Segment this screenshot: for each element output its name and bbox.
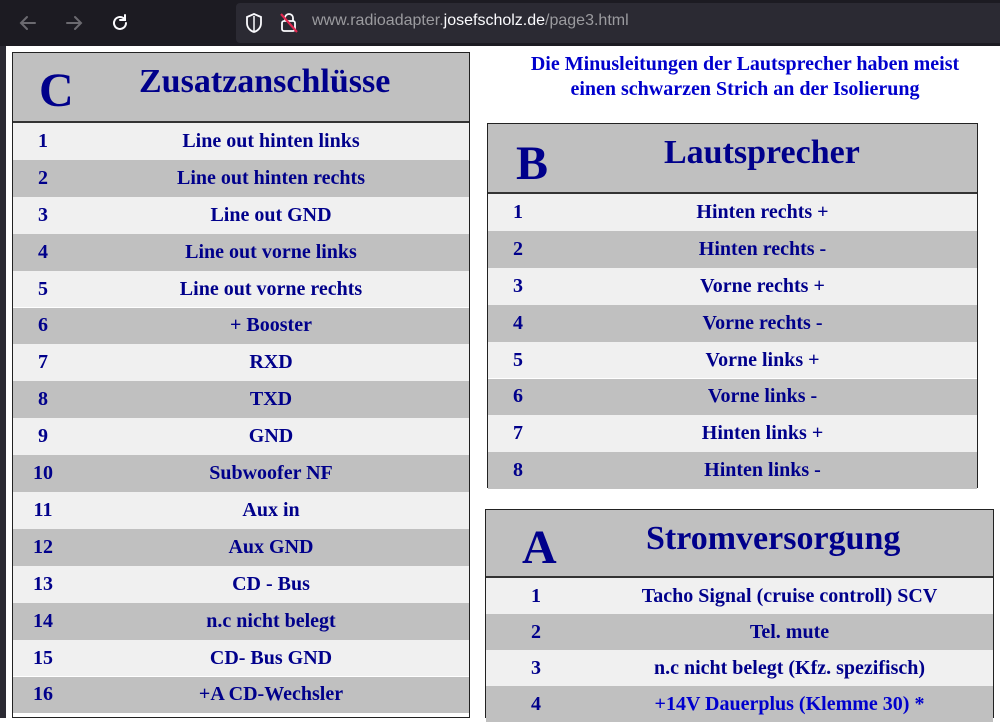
back-button[interactable] — [14, 9, 42, 37]
table-row — [13, 640, 469, 677]
table-row — [13, 529, 469, 566]
table-row — [488, 415, 977, 452]
row-number: 1 — [38, 129, 48, 152]
table-row — [13, 603, 469, 640]
table-row — [13, 418, 469, 455]
row-label: Tel. mute — [749, 620, 830, 643]
table-c-zusatzanschluesse — [12, 52, 470, 718]
row-number: 3 — [513, 274, 523, 297]
row-label: n.c nicht belegt — [206, 609, 336, 632]
row-label: Line out GND — [210, 203, 332, 226]
row-label: RXD — [249, 351, 293, 374]
row-label: +14V Dauerplus (Klemme 30) * — [654, 692, 925, 715]
row-label: Line out vorne rechts — [179, 277, 363, 300]
row-number: 8 — [38, 388, 48, 411]
arrow-left-icon — [18, 13, 38, 33]
table-row — [13, 492, 469, 529]
row-number: 2 — [38, 166, 48, 189]
row-label: Tacho Signal (cruise controll) SCV — [641, 584, 938, 607]
reload-icon — [110, 13, 130, 33]
row-label: Aux GND — [228, 535, 314, 558]
table-a-header — [486, 510, 993, 578]
table-row — [486, 686, 993, 722]
table-row — [488, 305, 977, 342]
url-prefix: www.radioadapter. — [312, 12, 444, 29]
row-label: n.c nicht belegt (Kfz. spezifisch) — [653, 656, 926, 679]
table-row — [488, 342, 977, 379]
table-row — [13, 381, 469, 418]
url-path: /page3.html — [545, 12, 629, 29]
row-label: Hinten links - — [704, 459, 821, 482]
row-number: 6 — [513, 385, 523, 408]
table-row — [486, 614, 993, 650]
row-number: 2 — [531, 620, 541, 643]
row-number: 14 — [33, 609, 53, 632]
table-row — [13, 677, 469, 714]
table-a-stromversorgung — [485, 509, 994, 718]
table-row — [13, 455, 469, 492]
table-row — [488, 231, 977, 268]
table-c-header — [13, 53, 469, 123]
row-label: Hinten links + — [701, 422, 824, 445]
forward-button[interactable] — [60, 9, 88, 37]
row-number: 8 — [513, 459, 523, 482]
row-number: 7 — [513, 422, 523, 445]
row-label: TXD — [249, 388, 293, 411]
note-line-2: einen schwarzen Strich an der Isolierung — [570, 78, 920, 100]
row-number: 13 — [33, 572, 53, 595]
table-row — [488, 268, 977, 305]
row-number: 16 — [33, 683, 53, 706]
table-row — [488, 452, 977, 489]
row-label: Hinten rechts - — [698, 237, 827, 260]
table-b-header — [488, 124, 977, 194]
row-number: 6 — [38, 314, 48, 337]
table-row — [488, 379, 977, 416]
row-number: 10 — [33, 462, 53, 485]
table-row — [13, 123, 469, 160]
row-label: + Booster — [230, 314, 312, 337]
url-text[interactable] — [312, 12, 629, 30]
table-b-lautsprecher — [487, 123, 978, 488]
row-number: 5 — [38, 277, 48, 300]
row-label: Aux in — [242, 498, 300, 521]
note-line-1: Die Minusleitungen der Lautsprecher haben meist — [530, 53, 960, 75]
table-row — [13, 197, 469, 234]
table-b-letter: B — [516, 137, 549, 190]
table-row — [13, 160, 469, 197]
speaker-note — [480, 52, 1000, 102]
row-number: 4 — [38, 240, 48, 263]
url-host: josefscholz.de — [443, 12, 546, 29]
row-label: CD- Bus GND — [209, 646, 333, 669]
row-label: Hinten rechts + — [696, 200, 829, 223]
table-b-title: Lautsprecher — [664, 134, 860, 171]
table-row — [13, 234, 469, 271]
row-number: 5 — [513, 348, 523, 371]
row-number: 4 — [531, 692, 541, 715]
row-number: 9 — [38, 425, 48, 448]
reload-button[interactable] — [106, 9, 134, 37]
row-label: Line out hinten links — [182, 129, 360, 152]
row-number: 4 — [513, 311, 523, 334]
row-number: 1 — [531, 584, 541, 607]
row-number: 11 — [33, 498, 53, 521]
row-label: Vorne rechts - — [702, 311, 823, 334]
table-c-letter: C — [39, 64, 74, 117]
row-label: CD - Bus — [232, 572, 310, 595]
row-number: 3 — [531, 656, 541, 679]
table-a-letter: A — [522, 521, 557, 574]
row-label: Vorne rechts + — [700, 274, 825, 297]
row-label: Subwoofer NF — [209, 462, 333, 485]
table-row — [13, 566, 469, 603]
browser-toolbar — [0, 0, 1000, 46]
table-row — [486, 578, 993, 614]
row-label: Vorne links + — [705, 348, 820, 371]
row-label: +A CD-Wechsler — [198, 683, 344, 706]
row-label: GND — [248, 425, 294, 448]
table-row — [13, 308, 469, 345]
table-row — [486, 650, 993, 686]
table-row — [13, 344, 469, 381]
table-row — [488, 194, 977, 231]
row-label: Vorne links - — [707, 385, 818, 408]
row-number: 2 — [513, 237, 523, 260]
row-number: 1 — [513, 200, 523, 223]
row-number: 7 — [38, 351, 48, 374]
row-number: 12 — [33, 535, 53, 558]
insecure-lock-icon[interactable] — [278, 11, 300, 40]
arrow-right-icon — [64, 13, 84, 33]
row-number: 15 — [33, 646, 53, 669]
row-label: Line out vorne links — [185, 240, 357, 263]
shield-icon[interactable] — [244, 12, 264, 39]
table-a-title: Stromversorgung — [646, 520, 901, 557]
table-c-title: Zusatzanschlüsse — [139, 63, 391, 100]
row-label: Line out hinten rechts — [177, 166, 365, 189]
table-row — [13, 271, 469, 308]
row-number: 3 — [38, 203, 48, 226]
